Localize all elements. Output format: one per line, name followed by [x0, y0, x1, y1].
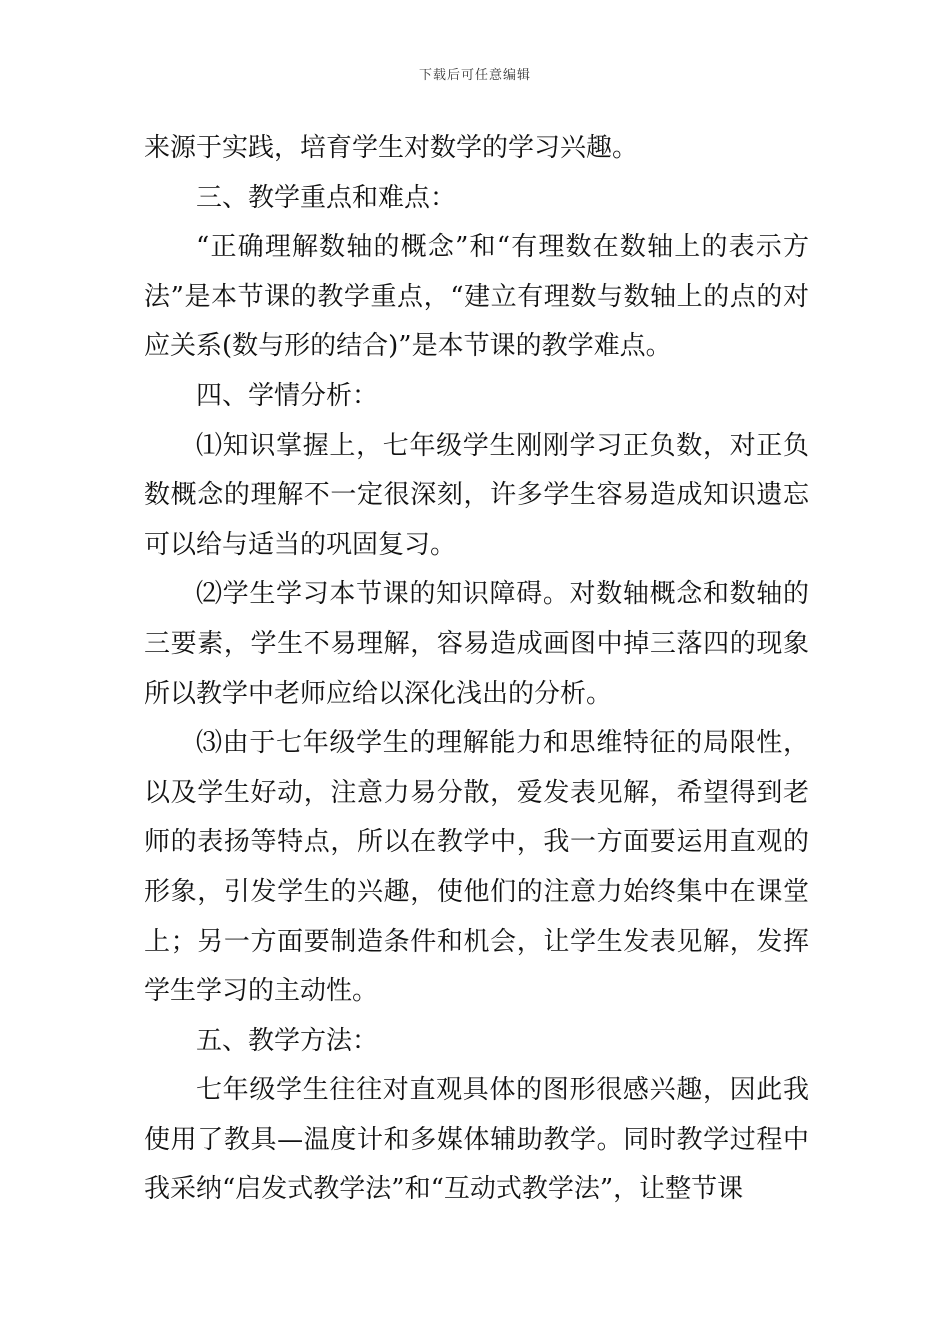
paragraph-analysis-2: ⑵学生学习本节课的知识障碍。对数轴概念和数轴的三要素，学生不易理解，容易造成画图中掉三落四的现象所以教学中老师应给以深化浅出的分析。	[144, 579, 809, 709]
page-header-note: 下载后可任意编辑	[418, 68, 531, 83]
paragraph-continuation: 来源于实践，培育学生对数学的学习兴趣。	[144, 133, 639, 163]
paragraph-teaching-methods: 七年级学生往往对直观具体的图形很感兴趣，因此我使用了教具—温度计和多媒体辅助教学。同时教学过程中我采纳“启发式教学法”和“互动式教学法”，让整节课	[144, 1075, 809, 1205]
paragraph-analysis-3: ⑶由于七年级学生的理解能力和思维特征的局限性，以及学生好动，注意力易分散，爱发表见解，希望得到老师的表扬等特点，所以在教学中，我一方面要运用直观的形象，引发学生的兴趣，使他们的注意力始终集中在课堂上；另一方面要制造条件和机会，让学生发表见解，发挥学生学习的主动性。	[144, 728, 809, 1007]
document-body	[144, 124, 809, 1215]
section-heading-learner-analysis: 四、学情分析：	[196, 380, 379, 411]
section-heading-teaching-methods: 五、教学方法：	[196, 1025, 379, 1056]
paragraph-analysis-1: ⑴知识掌握上，七年级学生刚刚学习正负数，对正负数概念的理解不一定很深刻，许多学生容易造成知识遗忘可以给与适当的巩固复习。	[144, 430, 809, 560]
paragraph-key-points: “正确理解数轴的概念”和“有理数在数轴上的表示方法”是本节课的教学重点，“建立有理数与数轴上的点的对应关系(数与形的结合)”是本节课的教学难点。	[144, 232, 809, 362]
section-heading-key-points: 三、教学重点和难点：	[196, 182, 457, 213]
